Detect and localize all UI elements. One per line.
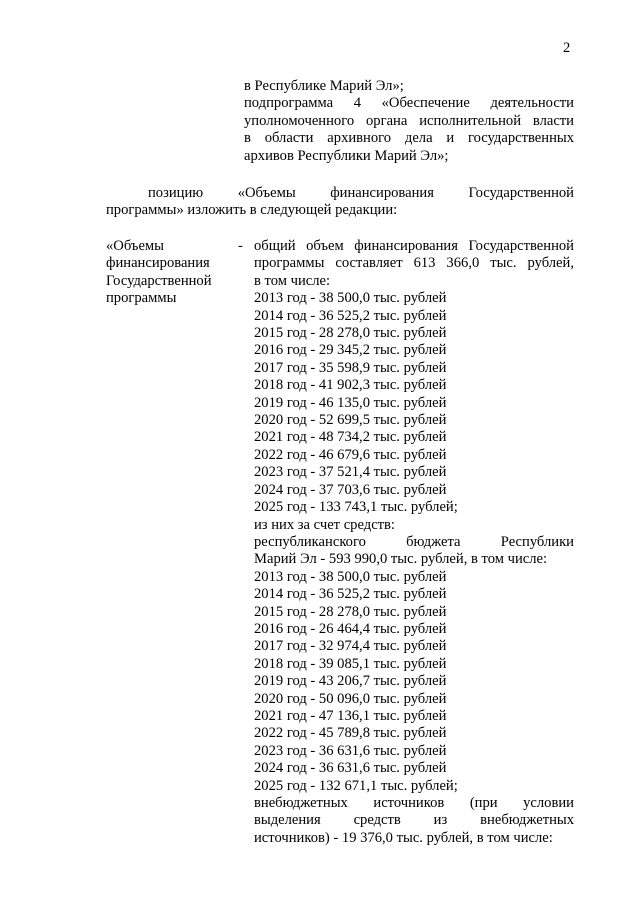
subprogram-list xyxy=(244,78,574,165)
year-line: 2023 год - 36 631,6 тыс. рублей xyxy=(254,742,447,759)
label-line: программы xyxy=(106,290,177,307)
year-line: 2023 год - 37 521,4 тыс. рублей xyxy=(254,464,447,481)
year-line: 2020 год - 52 699,5 тыс. рублей xyxy=(254,412,447,429)
republican-line: республиканского бюджета Республики xyxy=(254,533,574,550)
year-line: 2014 год - 36 525,2 тыс. рублей xyxy=(254,307,447,324)
label-line: «Объемы xyxy=(106,238,164,254)
instruction-line: позицию «Объемы финансирования Государственной xyxy=(148,185,574,201)
year-line: 2017 год - 32 974,4 тыс. рублей xyxy=(254,638,447,655)
year-line: 2020 год - 50 096,0 тыс. рублей xyxy=(254,690,447,707)
republican-line: Марий Эл - 593 990,0 тыс. рублей, в том числе: xyxy=(254,551,548,568)
year-line: 2024 год - 37 703,6 тыс. рублей xyxy=(254,481,447,498)
position-label xyxy=(106,238,241,308)
year-line: 2014 год - 36 525,2 тыс. рублей xyxy=(254,586,447,603)
year-line: 2015 год - 28 278,0 тыс. рублей xyxy=(254,325,447,342)
subprogram-line: уполномоченного органа исполнительной власти xyxy=(244,112,574,129)
financing-content xyxy=(254,238,574,847)
year-line: 2018 год - 41 902,3 тыс. рублей xyxy=(254,377,447,394)
year-line: 2013 год - 38 500,0 тыс. рублей xyxy=(254,290,447,307)
year-line: 2016 год - 26 464,4 тыс. рублей xyxy=(254,620,447,637)
year-line: 2024 год - 36 631,6 тыс. рублей xyxy=(254,760,447,777)
year-line: 2021 год - 48 734,2 тыс. рублей xyxy=(254,429,447,446)
intro-line: в том числе: xyxy=(254,272,331,289)
extrabudget-line: источников) - 19 376,0 тыс. рублей, в том числе: xyxy=(254,829,553,846)
extrabudget-line: внебюджетных источников (при условии xyxy=(254,795,574,811)
subprogram-line: подпрограмма 4 «Обеспечение деятельности xyxy=(244,95,574,112)
instruction-line: программы» изложить в следующей редакции: xyxy=(106,202,398,219)
subprogram-line: в области архивного дела и государственных xyxy=(244,130,574,147)
sources-heading: из них за счет средств: xyxy=(254,516,395,533)
intro-line: общий объем финансирования Государственной xyxy=(254,238,574,254)
subprogram-line: в Республике Марий Эл»; xyxy=(244,78,404,94)
intro-line: программы составляет 613 366,0 тыс. рублей, xyxy=(254,255,574,272)
year-line: 2013 год - 38 500,0 тыс. рублей xyxy=(254,568,447,585)
year-line: 2025 год - 133 743,1 тыс. рублей; xyxy=(254,499,458,516)
year-line: 2019 год - 43 206,7 тыс. рублей xyxy=(254,673,447,690)
year-line: 2025 год - 132 671,1 тыс. рублей; xyxy=(254,777,458,794)
year-line: 2018 год - 39 085,1 тыс. рублей xyxy=(254,655,447,672)
label-line: Государственной xyxy=(106,272,212,289)
year-line: 2022 год - 46 679,6 тыс. рублей xyxy=(254,446,447,463)
year-line: 2015 год - 28 278,0 тыс. рублей xyxy=(254,603,447,620)
year-line: 2017 год - 35 598,9 тыс. рублей xyxy=(254,359,447,376)
separator-dash: - xyxy=(238,238,243,254)
instruction-paragraph xyxy=(106,185,574,220)
year-line: 2021 год - 47 136,1 тыс. рублей xyxy=(254,707,447,724)
year-line: 2022 год - 45 789,8 тыс. рублей xyxy=(254,725,447,742)
extrabudget-line: выделения средств из внебюджетных xyxy=(254,812,574,829)
year-line: 2019 год - 46 135,0 тыс. рублей xyxy=(254,394,447,411)
label-line: финансирования xyxy=(106,255,210,272)
subprogram-line: архивов Республики Марий Эл»; xyxy=(244,147,449,164)
year-line: 2016 год - 29 345,2 тыс. рублей xyxy=(254,342,447,359)
page-number: 2 xyxy=(563,40,571,56)
